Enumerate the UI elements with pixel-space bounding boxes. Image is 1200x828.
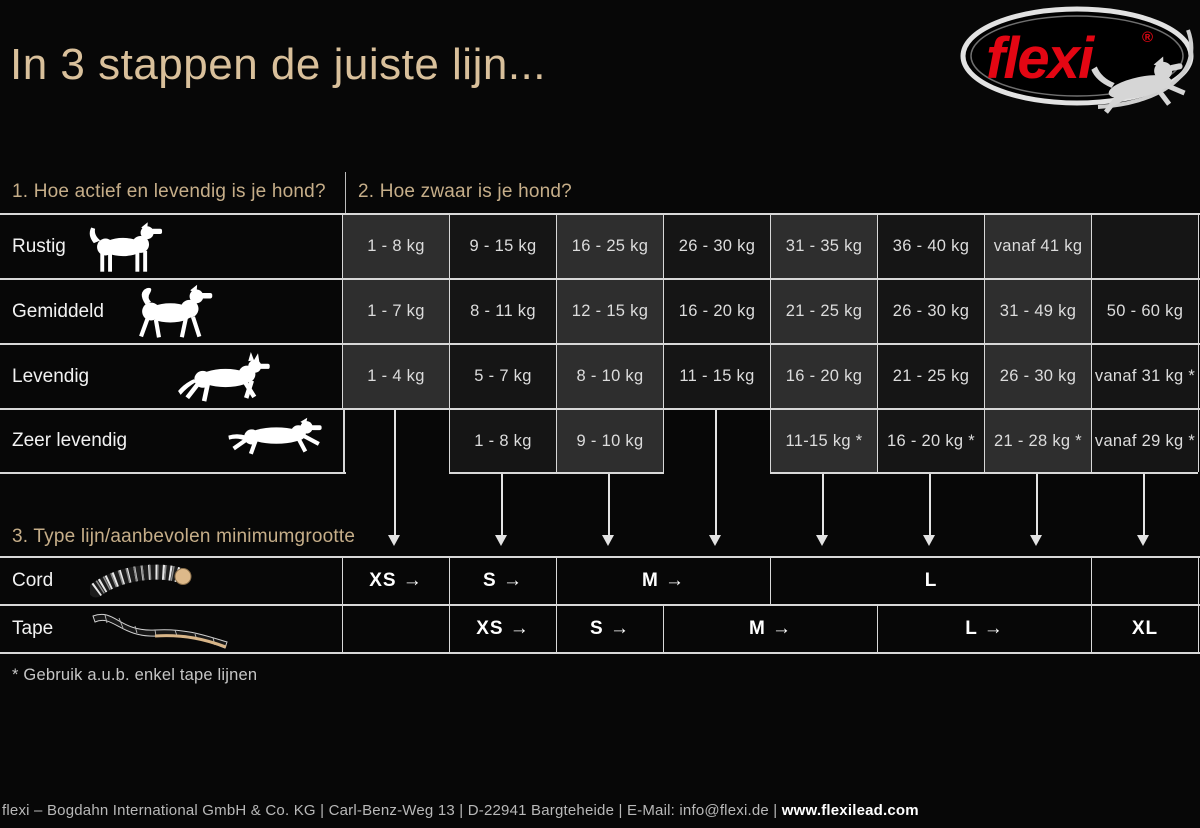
down-arrow-icon (394, 410, 396, 535)
row-divider (770, 472, 1198, 474)
down-arrow-icon (715, 410, 717, 535)
activity-label-levendig: Levendig (12, 365, 90, 387)
size-cell-empty (342, 606, 450, 652)
size-cell: M → (556, 558, 771, 604)
down-arrow-icon (923, 535, 935, 546)
dog-sprinting-icon (225, 415, 325, 463)
size-cell: M → (663, 606, 878, 652)
dog-walking-icon (126, 284, 216, 339)
down-arrow-icon (501, 474, 503, 535)
step1-header: 1. Hoe actief en levendig is je hond? (12, 181, 326, 202)
label-box-edge (343, 410, 345, 472)
tape-icon (85, 606, 235, 650)
size-cell: S → (556, 606, 664, 652)
row-divider (449, 472, 664, 474)
weight-cell: 31 - 49 kg (984, 280, 1092, 343)
down-arrow-icon (1137, 535, 1149, 546)
size-cell: XS → (449, 606, 557, 652)
row-divider (0, 652, 1200, 654)
size-cell: XL (1091, 606, 1199, 652)
weight-cell: vanaf 31 kg * (1091, 345, 1199, 408)
dog-standing-icon (86, 221, 164, 273)
down-arrow-icon (1036, 474, 1038, 535)
weight-cell: 1 - 8 kg (342, 215, 450, 278)
weight-cell: 1 - 8 kg (449, 410, 557, 472)
weight-cell: 26 - 30 kg (663, 215, 771, 278)
step2-header: 2. Hoe zwaar is je hond? (358, 181, 572, 202)
size-cell: S → (449, 558, 557, 604)
weight-cell: 21 - 25 kg (877, 345, 985, 408)
weight-cell: 16 - 20 kg * (877, 410, 985, 472)
weight-cell: 36 - 40 kg (877, 215, 985, 278)
size-cell: XS → (342, 558, 450, 604)
weight-cell: 31 - 35 kg (770, 215, 878, 278)
header-divider (345, 172, 346, 213)
weight-cell: 9 - 10 kg (556, 410, 664, 472)
row-divider (0, 472, 346, 474)
weight-cell: 1 - 7 kg (342, 280, 450, 343)
weight-cell: 16 - 25 kg (556, 215, 664, 278)
down-arrow-icon (602, 535, 614, 546)
weight-cell: 16 - 20 kg (770, 345, 878, 408)
down-arrow-icon (822, 474, 824, 535)
footer (2, 802, 919, 819)
activity-label-gemiddeld: Gemiddeld (12, 300, 104, 322)
size-cell: L (770, 558, 1092, 604)
weight-cell: vanaf 41 kg (984, 215, 1092, 278)
weight-cell: 11 - 15 kg (663, 345, 771, 408)
dog-running-icon (168, 352, 283, 404)
tape-footnote: * Gebruik a.u.b. enkel tape lijnen (12, 666, 258, 684)
weight-cell: 12 - 15 kg (556, 280, 664, 343)
weight-cell: 11-15 kg * (770, 410, 878, 472)
step3-header: 3. Type lijn/aanbevolen minimumgrootte (12, 526, 356, 547)
cord-icon (90, 562, 200, 600)
size-cell: L → (877, 606, 1092, 652)
weight-cell: 5 - 7 kg (449, 345, 557, 408)
weight-cell: 50 - 60 kg (1091, 280, 1199, 343)
down-arrow-icon (1143, 474, 1145, 535)
weight-cell: 1 - 4 kg (342, 345, 450, 408)
down-arrow-icon (816, 535, 828, 546)
footer-website: www.flexilead.com (781, 802, 919, 819)
weight-cell: 8 - 10 kg (556, 345, 664, 408)
weight-cell: vanaf 29 kg * (1091, 410, 1199, 472)
logo-wordmark: flexi (986, 26, 1093, 91)
activity-label-rustig: Rustig (12, 235, 66, 257)
weight-cell: 8 - 11 kg (449, 280, 557, 343)
down-arrow-icon (608, 474, 610, 535)
registered-mark: ® (1142, 29, 1154, 46)
down-arrow-icon (388, 535, 400, 546)
leash-type-label-cord: Cord (12, 570, 54, 591)
down-arrow-icon (1030, 535, 1042, 546)
weight-cell-empty (1091, 215, 1199, 278)
weight-cell: 9 - 15 kg (449, 215, 557, 278)
down-arrow-icon (929, 474, 931, 535)
leash-type-label-tape: Tape (12, 618, 54, 639)
down-arrow-icon (709, 535, 721, 546)
weight-cell: 21 - 28 kg * (984, 410, 1092, 472)
weight-cell: 26 - 30 kg (984, 345, 1092, 408)
activity-label-zeer-levendig: Zeer levendig (12, 430, 128, 451)
weight-cell: 21 - 25 kg (770, 280, 878, 343)
down-arrow-icon (495, 535, 507, 546)
size-cell-empty (1091, 558, 1199, 604)
footer-company-info: flexi – Bogdahn International GmbH & Co. KG | Carl-Benz-Weg 13 | D-22941 Bargteheide | E-Mail: info@flexi.de | (2, 802, 782, 819)
weight-cell: 16 - 20 kg (663, 280, 771, 343)
weight-cell: 26 - 30 kg (877, 280, 985, 343)
page-title: In 3 stappen de juiste lijn... (10, 40, 546, 89)
flexi-logo (950, 2, 1200, 120)
